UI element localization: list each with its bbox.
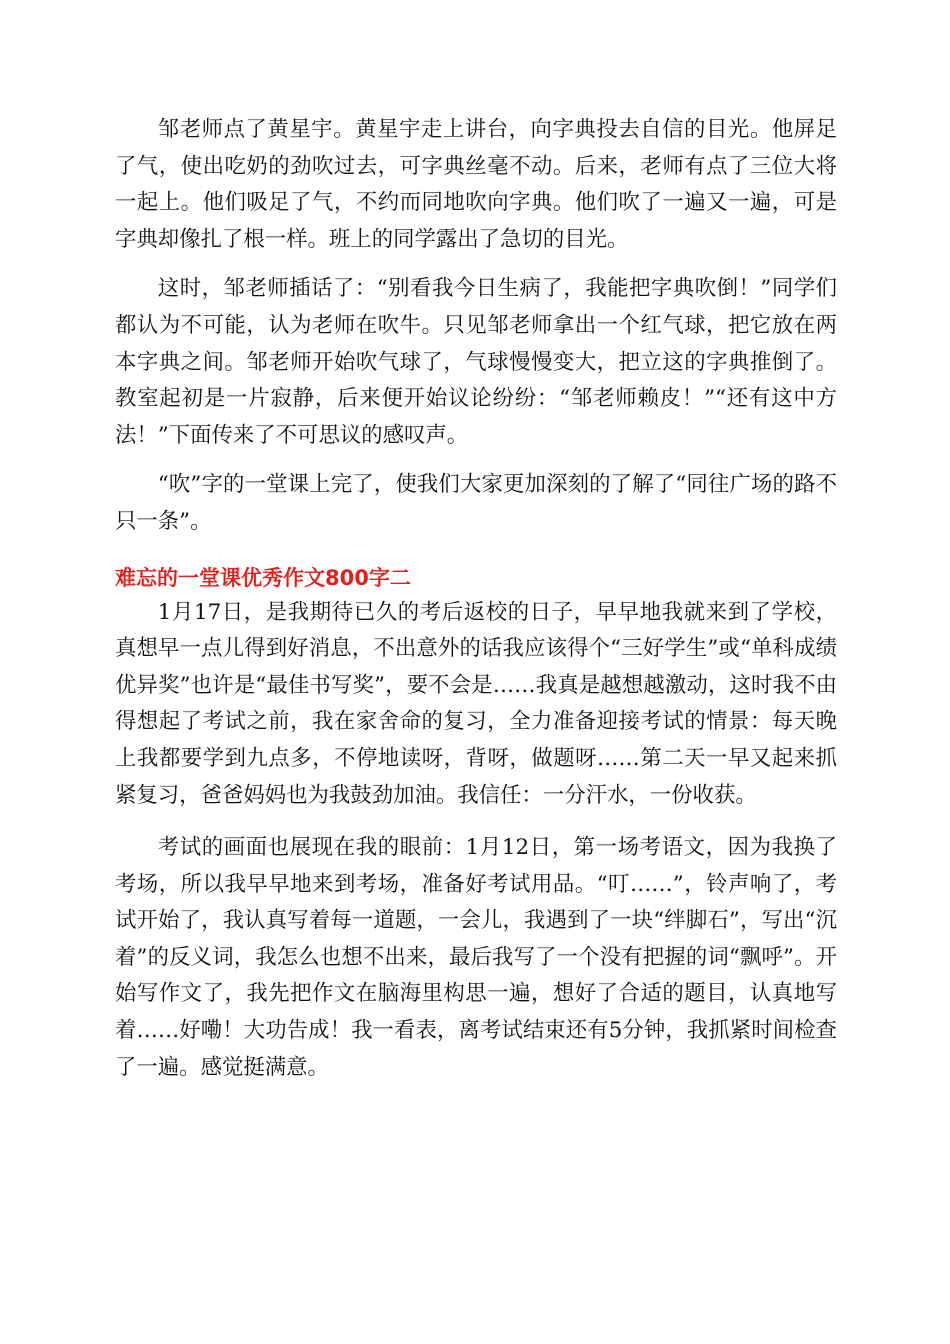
paragraph-exam-memory: 考试的画面也展现在我的眼前：1月12日，第一场考语文，因为我换了考场，所以我早早地来到考场，准备好考试用品。“叮……”，铃声响了，考试开始了，我认真写着每一道题，一会儿，我遇到了一块“绊脚石”，写出“沉着”的反义词，我怎么也想不出来，最后我写了一个没有把握的词“飘呼”。开始写作文了，我先把作文在脑海里构思一遍，想好了合适的题目，认真地写着……好嘞！大功告成！我一看表，离考试结束还有5分钟，我抓紧时间检查了一遍。感觉挺满意。 <box>115 835 837 1080</box>
paragraph-teacher-balloon: 这时，邹老师插话了：“别看我今日生病了，我能把字典吹倒！”同学们都认为不可能，认为老师在吹牛。只见邹老师拿出一个红气球，把它放在两本字典之间。邹老师开始吹气球了，气球慢慢变大，把立这的字典推倒了。教室起初是一片寂静，后来便开始议论纷纷：“邹老师赖皮！”“还有这中方法！”下面传来了不可思议的感叹声。 <box>115 276 837 448</box>
paragraph-lesson-conclusion: “吹”字的一堂课上完了，使我们大家更加深刻的了解了“同往广场的路不只一条”。 <box>115 472 837 534</box>
paragraph-return-school-day: 1月17日，是我期待已久的考后返校的日子，早早地我就来到了学校，真想早一点儿得到好消息，不出意外的话我应该得个“三好学生”或“单科成绩优异奖”也许是“最佳书写奖”，要不会是……我真是越想越激动，这时我不由得想起了考试之前，我在家舍命的复习，全力准备迎接考试的情景：每天晚上我都要学到九点多，不停地读呀，背呀，做题呀……第二天一早又起来抓紧复习，爸爸妈妈也为我鼓劲加油。我信任：一分汗水，一份收获。 <box>115 599 837 808</box>
section-heading: 难忘的一堂课优秀作文800字二 <box>115 565 411 590</box>
document-page <box>115 112 837 1086</box>
paragraph-teacher-calls-huang: 邹老师点了黄星宇。黄星宇走上讲台，向字典投去自信的目光。他屏足了气，使出吃奶的劲吹过去，可字典丝毫不动。后来，老师有点了三位大将一起上。他们吸足了气，不约而同地吹向字典。他们吹了一遍又一遍，可是字典却像扎了根一样。班上的同学露出了急切的目光。 <box>115 117 837 252</box>
